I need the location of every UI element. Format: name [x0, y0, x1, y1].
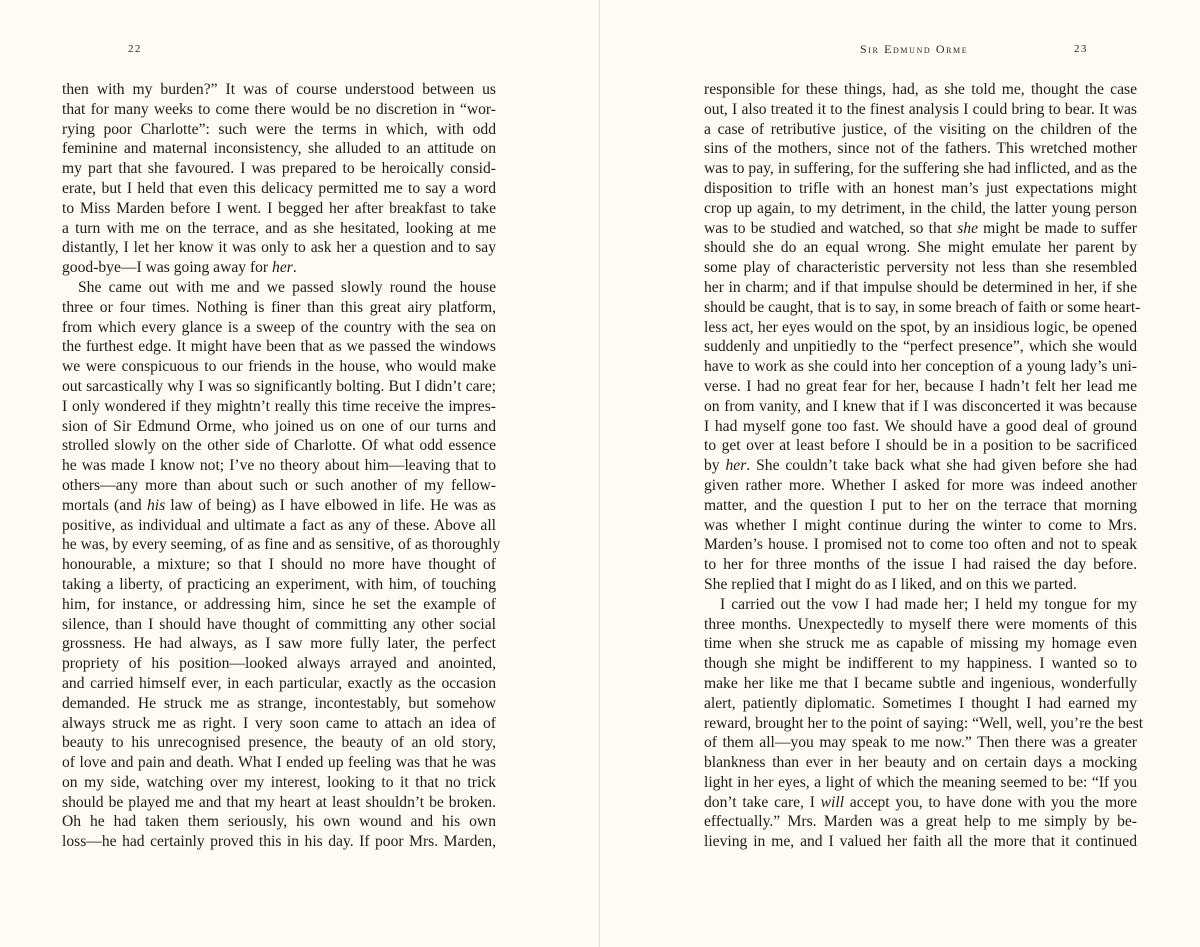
text-line: though she might be indifferent to my happiness. I wanted so to	[704, 655, 1137, 673]
page-number-left: 22	[128, 43, 142, 55]
right-page	[600, 0, 1200, 947]
text-line: good-bye—I was going away for her.	[62, 259, 297, 277]
text-line: rying poor Charlotte”: such were the terms in which, with odd	[62, 120, 496, 138]
text-line: he was, by every seeming, of as fine and as sensitive, of as thoroughly	[62, 536, 501, 554]
text-line: blankness than ever in her beauty and on certain days a mocking	[704, 754, 1137, 772]
text-line: of love and pain and death. What I ended up feeling was that he was	[62, 754, 496, 772]
text-line: crop up again, to my detriment, in the child, the latter young person	[704, 199, 1137, 217]
text-line: make her like me that I became subtle and ingenious, wonderfully	[704, 674, 1137, 692]
text-line: some play of characteristic perversity not less than she resembled	[704, 259, 1137, 277]
text-line: him, for instance, or addressing him, since he set the example of	[62, 595, 496, 613]
text-line: reward, brought her to the point of saying: “Well, well, you’re the best	[704, 714, 1144, 732]
text-line: less act, her eyes would on the spot, by an insidious logic, be opened	[704, 318, 1137, 336]
page-number-right: 23	[1074, 43, 1088, 55]
text-line: She came out with me and we passed slowly round the house	[78, 278, 496, 296]
text-line: a turn with me on the terrace, and as she hesitated, looking at me	[62, 219, 496, 237]
text-line: I only wondered if they mightn’t really this time receive the impres-	[62, 397, 496, 415]
text-line: feminine and maternal inconsistency, she alluded to an attitude on	[62, 140, 496, 158]
text-line: don’t take care, I will accept you, to have done with you the more	[704, 793, 1137, 811]
text-line: strolled slowly on the other side of Charlotte. Of what odd essence	[62, 437, 496, 455]
text-line: was to pay, in suffering, for the suffering she had inflicted, and as the	[704, 160, 1137, 178]
text-line: I had myself gone too fast. We should have a good deal of ground	[704, 417, 1137, 435]
text-line: he was made I know not; I’ve no theory about him—leaving that to	[62, 457, 496, 475]
text-line: out sarcastically why I was so significantly bolting. But I didn’t care;	[62, 377, 496, 395]
text-line: that for many weeks to come there would be no discretion in “wor-	[62, 100, 496, 118]
text-line: mortals (and his law of being) as I have elbowed in life. He was as	[62, 496, 496, 514]
text-line: beauty to his unrecognised presence, the beauty of an old story,	[62, 734, 496, 752]
text-line: Oh he had taken them seriously, his own wound and his own	[62, 813, 496, 831]
text-line: positive, as individual and ultimate a fact as any of these. Above all	[62, 516, 496, 534]
text-line: effectually.” Mrs. Marden was a great help to me simply by be-	[704, 813, 1137, 831]
text-line: verse. I had no great fear for her, because I hadn’t felt her lead me	[704, 377, 1137, 395]
text-line: on my side, watching over my interest, looking to it that no trick	[62, 773, 496, 791]
text-line: given rather more. Whether I asked for more was indeed another	[704, 476, 1137, 494]
text-line: out, I also treated it to the finest analysis I could bring to bear. It was	[704, 100, 1137, 118]
left-text-block	[62, 80, 501, 852]
text-line: of them all—you may speak to me now.” Then there was a greater	[704, 734, 1137, 752]
text-line: was to be studied and watched, so that she might be made to suffer	[704, 219, 1137, 237]
text-line: the furthest edge. It might have been that as we passed the windows	[62, 338, 496, 356]
text-line: to Miss Marden before I went. I begged her after breakfast to take	[62, 199, 496, 217]
text-line: then with my burden?” It was of course understood between us	[62, 81, 496, 98]
running-head: Sir Edmund Orme	[860, 42, 969, 56]
text-line: time when she struck me as capable of missing my homage even	[704, 635, 1137, 653]
text-line: others—any more than about such or such another of my fellow-	[62, 476, 496, 494]
text-line: sins of the mothers, since not of the fathers. This wretched mother	[704, 140, 1137, 158]
text-line: by her. She couldn’t take back what she had given before she had	[704, 457, 1137, 475]
text-line: She replied that I might do as I liked, and on this we parted.	[704, 575, 1077, 593]
text-line: suddenly and unpitiedly to the “perfect presence”, which she would	[704, 338, 1137, 356]
text-line: on from vanity, and I knew that if I was disconcerted it was because	[704, 397, 1137, 415]
text-line: matter, and the question I put to her on the terrace that morning	[704, 496, 1137, 514]
text-line: lieving in me, and I valued her faith all the more that it continued	[704, 833, 1137, 851]
text-line: Marden’s house. I promised not to come too often and not to speak	[704, 536, 1137, 554]
text-line: three or four times. Nothing is finer than this great airy platform,	[62, 298, 496, 316]
text-line: erate, but I held that even this delicacy permitted me to say a word	[62, 179, 496, 197]
text-line: silence, than I should have thought of committing any other social	[62, 615, 496, 633]
text-line: responsible for these things, had, as she told me, thought the case	[704, 81, 1137, 98]
text-line: disposition to trifle with an honest man’s just expectations might	[704, 179, 1137, 197]
text-line: should be caught, that is to say, in some breach of faith or some heart-	[704, 298, 1141, 316]
text-line: taking a liberty, of practicing an experiment, with him, of touching	[62, 575, 496, 593]
text-line: we were conspicuous to our friends in the house, who would make	[62, 358, 496, 376]
text-line: honourable, a mixture; so that I should no more have thought of	[62, 556, 496, 574]
text-line: demanded. He struck me as strange, incontestably, but somehow	[62, 694, 496, 712]
text-line: to get over at least before I should be in a position to be sacrificed	[704, 437, 1137, 455]
text-line: propriety of his position—looked always arrayed and anointed,	[62, 655, 496, 673]
text-line: three months. Unexpectedly to myself there were moments of this	[704, 615, 1137, 633]
text-line: light in her eyes, a light of which the meaning seemed to be: “If you	[704, 773, 1137, 791]
text-line: distantly, I let her know it was only to ask her a question and to say	[62, 239, 496, 257]
text-line: always struck me as right. I very soon came to attach an idea of	[62, 714, 496, 732]
text-line: was whether I might continue during the winter to come to Mrs.	[704, 516, 1137, 534]
text-line: should she do an equal wrong. She might emulate her parent by	[704, 239, 1137, 257]
text-line: a case of retributive justice, of the visiting on the children of the	[704, 120, 1137, 138]
text-line: should be played me and that my heart at least shouldn’t be broken.	[62, 793, 496, 811]
text-line: my part that she favoured. I was prepared to be heroically consid-	[62, 160, 496, 178]
text-line: sion of Sir Edmund Orme, who joined us on one of our turns and	[62, 417, 496, 435]
text-line: her in charm; and if that impulse should be determined in her, if she	[704, 278, 1137, 296]
text-line: have to work as she could into her conception of a young lady’s uni-	[704, 358, 1137, 376]
text-line: alert, patiently diplomatic. Sometimes I thought I had earned my	[704, 694, 1137, 712]
text-line: and carried himself ever, in each particular, exactly as the occasion	[62, 674, 496, 692]
text-line: loss—he had certainly proved this in his day. If poor Mrs. Marden,	[62, 833, 496, 851]
text-line: to her for three months of the issue I had raised the day before.	[704, 556, 1137, 574]
text-line: grossness. He had always, as I saw more fully later, the perfect	[62, 635, 496, 653]
right-text-block	[704, 80, 1144, 852]
text-line: I carried out the vow I had made her; I held my tongue for my	[720, 595, 1137, 613]
text-line: from which every glance is a sweep of the country with the sea on	[62, 318, 496, 336]
